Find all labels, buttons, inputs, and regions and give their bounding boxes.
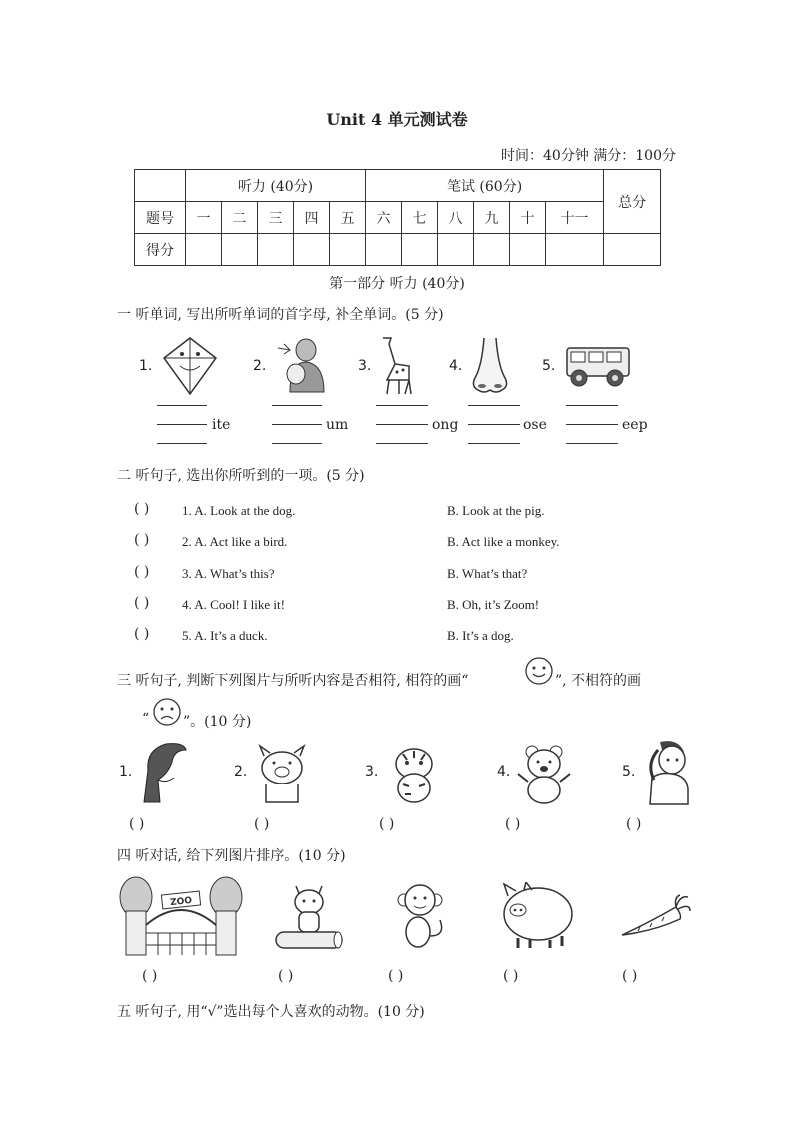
score-cell[interactable] <box>474 234 510 266</box>
answer-bracket[interactable]: ( ) <box>129 816 145 832</box>
option-a: 4. A. Cool! I like it! <box>182 597 285 612</box>
section-3-heading-a: 三 听句子, 判断下列图片与所听内容是否相符, 相符的画“ <box>117 673 469 689</box>
number-row-label: 题号 <box>135 202 186 234</box>
score-cell[interactable] <box>366 234 402 266</box>
sad-face-icon <box>152 697 182 727</box>
item-number: 2. <box>253 358 267 374</box>
section-1-heading: 一 听单词, 写出所听单词的首字母, 补全单词。(5 分) <box>117 307 444 323</box>
section-3-heading-c: “ <box>142 711 150 727</box>
item-number: 1. <box>119 764 133 780</box>
item-number: 3. <box>365 764 379 780</box>
page-title: Unit 4 单元测试卷 <box>326 110 468 129</box>
score-cell[interactable] <box>222 234 258 266</box>
score-cell[interactable] <box>330 234 366 266</box>
tiger-icon <box>385 744 443 804</box>
option-b: B. It’s a dog. <box>447 628 514 643</box>
pig-icon <box>252 744 312 804</box>
word-suffix: eep <box>622 417 648 433</box>
section-number: 六 <box>366 202 402 234</box>
nose-icon <box>468 336 512 398</box>
answer-bracket[interactable]: ( ) <box>254 816 270 832</box>
answer-bracket[interactable]: ( ) <box>134 626 150 642</box>
mum-icon <box>272 336 327 394</box>
table-corner <box>135 170 186 202</box>
boy-icon <box>640 738 692 806</box>
score-cell[interactable] <box>510 234 546 266</box>
answer-bracket[interactable]: ( ) <box>379 816 395 832</box>
score-cell[interactable] <box>258 234 294 266</box>
monkey-icon <box>392 880 448 952</box>
section-number: 四 <box>294 202 330 234</box>
score-cell[interactable] <box>402 234 438 266</box>
pig-icon <box>494 882 576 952</box>
item-number: 2. <box>234 764 248 780</box>
section-3-heading-b: ”, 不相符的画 <box>555 673 642 689</box>
answer-bracket[interactable]: ( ) <box>134 532 150 548</box>
section-number: 七 <box>402 202 438 234</box>
section-number: 十一 <box>546 202 604 234</box>
dolphin-icon <box>138 740 188 804</box>
word-suffix: ite <box>212 417 231 433</box>
section-number: 九 <box>474 202 510 234</box>
score-row-label: 得分 <box>135 234 186 266</box>
item-number: 1. <box>139 358 153 374</box>
zoo-sign-text: ZOO <box>169 895 193 909</box>
option-a: 2. A. Act like a bird. <box>182 534 288 549</box>
option-b: B. Oh, it’s Zoom! <box>447 597 540 612</box>
zoo-gate-icon <box>118 875 244 957</box>
option-b: B. What’s that? <box>447 566 528 581</box>
bear-icon <box>514 744 574 804</box>
item-number: 4. <box>449 358 463 374</box>
answer-bracket[interactable]: ( ) <box>505 816 521 832</box>
writing-header: 笔试 (60分) <box>366 170 604 202</box>
listening-header: 听力 (40分) <box>186 170 366 202</box>
total-header: 总分 <box>604 170 661 234</box>
answer-bracket[interactable]: ( ) <box>622 968 638 984</box>
jeep-icon <box>563 344 633 390</box>
answer-bracket[interactable]: ( ) <box>278 968 294 984</box>
section-4-heading: 四 听对话, 给下列图片排序。(10 分) <box>117 848 346 864</box>
answer-bracket[interactable]: ( ) <box>142 968 158 984</box>
item-number: 4. <box>497 764 511 780</box>
item-number: 3. <box>358 358 372 374</box>
answer-bracket[interactable]: ( ) <box>626 816 642 832</box>
smiley-face-icon <box>524 656 554 686</box>
carrot-icon <box>618 893 692 939</box>
section-number: 十 <box>510 202 546 234</box>
giraffe-icon <box>375 334 413 396</box>
word-suffix: ong <box>432 417 459 433</box>
section-2-heading: 二 听句子, 选出你所听到的一项。(5 分) <box>117 468 365 484</box>
option-b: B. Act like a monkey. <box>447 534 560 549</box>
answer-bracket[interactable]: ( ) <box>388 968 404 984</box>
item-number: 5. <box>622 764 636 780</box>
answer-bracket[interactable]: ( ) <box>134 595 150 611</box>
score-cell[interactable] <box>294 234 330 266</box>
answer-bracket[interactable]: ( ) <box>134 501 150 517</box>
answer-bracket[interactable]: ( ) <box>134 564 150 580</box>
score-cell[interactable] <box>186 234 222 266</box>
option-a: 1. A. Look at the dog. <box>182 503 296 518</box>
exam-meta: 时间：40分钟 满分：100分 <box>501 148 676 164</box>
score-cell[interactable] <box>438 234 474 266</box>
option-a: 3. A. What’s this? <box>182 566 275 581</box>
option-a: 5. A. It’s a duck. <box>182 628 268 643</box>
section-number: 八 <box>438 202 474 234</box>
answer-bracket[interactable]: ( ) <box>503 968 519 984</box>
score-table <box>134 169 661 266</box>
score-cell[interactable] <box>604 234 661 266</box>
part-one-heading: 第一部分 听力 (40分) <box>329 276 465 292</box>
section-5-heading: 五 听句子, 用“√”选出每个人喜欢的动物。(10 分) <box>117 1004 425 1020</box>
section-number: 二 <box>222 202 258 234</box>
section-number: 五 <box>330 202 366 234</box>
option-b: B. Look at the pig. <box>447 503 545 518</box>
item-number: 5. <box>542 358 556 374</box>
section-number: 一 <box>186 202 222 234</box>
section-number: 三 <box>258 202 294 234</box>
word-suffix: ose <box>523 417 547 433</box>
word-suffix: um <box>326 417 349 433</box>
section-3-heading-d: ”。(10 分) <box>183 714 252 730</box>
kite-icon <box>160 336 220 396</box>
cat-icon <box>272 880 346 952</box>
score-cell[interactable] <box>546 234 604 266</box>
